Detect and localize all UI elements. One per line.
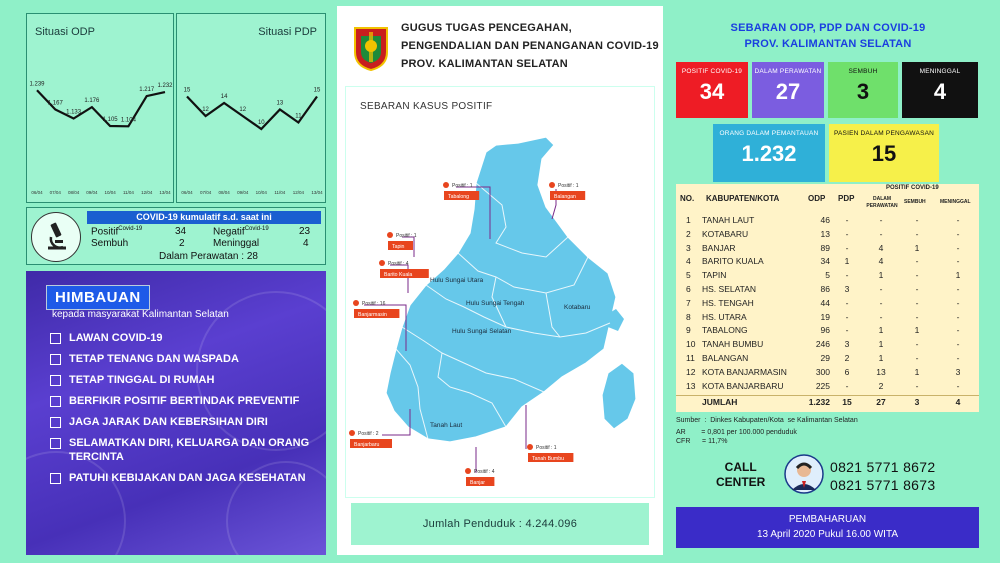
table-cell: - <box>879 215 883 225</box>
data-label: 13 <box>276 100 284 107</box>
table-cell: 5 <box>825 270 830 281</box>
table-cell: - <box>956 242 960 253</box>
odp-chart-title: Situasi ODP <box>35 26 95 38</box>
himbauan-item-text: TETAP TINGGAL DI RUMAH <box>69 374 215 386</box>
table-cell: - <box>956 311 960 322</box>
table-cell: - <box>845 325 849 336</box>
marker-dot <box>527 444 533 450</box>
stat-value: 27 <box>775 79 801 104</box>
update-label: PEMBAHARUAN <box>788 514 867 525</box>
table-row <box>676 228 979 242</box>
table-row <box>676 324 979 338</box>
table-cell: 1 <box>844 256 850 267</box>
table-cell: 86 <box>820 284 830 294</box>
stat-card <box>752 62 824 118</box>
table-cell: 1 <box>878 325 884 336</box>
total-cell: 15 <box>842 397 852 408</box>
table-row <box>676 366 979 380</box>
himbauan-item <box>50 331 320 345</box>
himbauan-item-text: LAWAN COVID-19 <box>69 332 163 344</box>
pdp-chart <box>176 13 326 203</box>
table-cell: 1 <box>955 270 961 281</box>
table-cell: - <box>915 297 919 308</box>
stat-card <box>829 124 939 182</box>
table-row <box>676 242 979 256</box>
table-cell: 4 <box>878 256 884 267</box>
table-cell: 34 <box>820 256 830 267</box>
meninggal-value: 4 <box>303 238 309 249</box>
checkbox-icon <box>50 333 61 344</box>
table-cell: 3 <box>686 242 691 253</box>
right-title <box>678 20 978 52</box>
table-cell: - <box>915 380 919 391</box>
sumber-line: Sumber : Dinkes Kabupaten/Kota se Kalimantan Selatan <box>676 417 858 424</box>
table-cell: - <box>956 228 960 239</box>
total-cell: 1.232 <box>808 397 830 408</box>
himbauan-list <box>50 331 320 492</box>
map-marker-balangan <box>549 182 585 200</box>
header-no: NO. <box>680 194 695 203</box>
table-cell: - <box>915 215 919 225</box>
marker-dot <box>349 430 355 436</box>
x-tick-label: 06/04 <box>181 190 193 195</box>
phone-1[interactable]: 0821 5771 8672 <box>830 459 936 475</box>
table-cell: 4 <box>686 256 691 267</box>
marker-tag: Positif : 4 <box>388 261 409 267</box>
microscope-icon <box>31 212 81 262</box>
table-cell: 96 <box>820 325 830 336</box>
x-tick-label: 13/04 <box>311 190 323 195</box>
data-label: 1.167 <box>47 100 63 107</box>
data-label: 14 <box>220 94 228 100</box>
x-tick-label: 12/04 <box>141 190 153 195</box>
table-cell: - <box>956 325 960 336</box>
region-label: Hulu Sungai Selatan <box>452 328 512 335</box>
right-title-line-2: PROV. KALIMANTAN SELATAN <box>744 38 912 50</box>
x-tick-label: 13/04 <box>159 190 171 195</box>
himbauan-item <box>50 373 320 387</box>
table-cell: HS. TENGAH <box>702 297 754 308</box>
table-cell: 6 <box>844 366 850 377</box>
table-row <box>676 297 979 311</box>
data-label: 15 <box>183 87 191 94</box>
marker-name: Balangan <box>554 194 576 200</box>
table-cell: TANAH LAUT <box>702 215 755 225</box>
stat-label: SEMBUH <box>848 68 878 75</box>
marker-name: Tapin <box>392 244 405 250</box>
map-marker-tanah-bumbu <box>527 444 573 462</box>
table-cell: 225 <box>815 380 830 391</box>
marker-tag: Positif : 1 <box>396 233 417 239</box>
marker-tag: Positif : 1 <box>452 183 473 189</box>
x-tick-label: 12/04 <box>292 190 305 195</box>
table-row <box>676 255 979 269</box>
table-cell: - <box>845 380 849 391</box>
cumulative-header: COVID-19 kumulatif s.d. saat ini <box>87 211 321 224</box>
marker-dot <box>387 232 393 238</box>
stat-label: MENINGGAL <box>919 68 961 75</box>
himbauan-item-text: TETAP TENANG DAN WASPADA <box>69 353 239 365</box>
marker-name: Barito Kuala <box>384 272 413 278</box>
table-cell: - <box>915 228 919 239</box>
data-label: 1.133 <box>66 109 82 116</box>
total-cell: 3 <box>914 397 920 408</box>
marker-name: Banjarmasin <box>358 312 387 318</box>
table-cell: 2 <box>686 228 691 239</box>
stat-card <box>828 62 898 118</box>
x-tick-label: 07/04 <box>199 190 212 195</box>
data-label: 12 <box>239 107 247 113</box>
himbauan-item <box>50 436 320 464</box>
positif-label: Positif <box>91 226 119 238</box>
marker-dot <box>549 182 555 188</box>
right-title-line-1: SEBARAN ODP, PDP DAN COVID-19 <box>730 22 926 34</box>
center-title-line-2: PENGENDALIAN DAN PENANGANAN COVID-19 <box>401 40 659 52</box>
map-marker-barito-kuala <box>379 260 429 278</box>
region-label: Hulu Sungai Utara <box>430 277 484 284</box>
table-cell: 29 <box>820 353 830 363</box>
data-label: 1.217 <box>139 87 155 94</box>
himbauan-item-text: BERFIKIR POSITIF BERTINDAK PREVENTIF <box>69 395 300 407</box>
table-cell: 89 <box>820 242 830 253</box>
total-cell: 27 <box>876 397 886 408</box>
himbauan-item-text: PATUHI KEBIJAKAN DAN JAGA KESEHATAN <box>69 472 306 484</box>
marker-tag: Positif : 16 <box>362 301 386 307</box>
table-cell: 1 <box>878 270 884 281</box>
stat-value: 15 <box>871 141 897 166</box>
himbauan-item <box>50 415 320 429</box>
table-cell: - <box>879 284 883 294</box>
data-label: 1.239 <box>29 81 45 88</box>
source-notes <box>676 416 858 446</box>
marker-tag: Positif : 1 <box>536 445 557 451</box>
map-landmass <box>386 137 616 442</box>
x-tick-label: 09/04 <box>86 190 98 195</box>
table-cell: 7 <box>686 297 691 308</box>
table-cell: 1 <box>878 353 884 363</box>
map-marker-tapin <box>387 232 417 250</box>
data-label: 10 <box>257 120 265 126</box>
pdp-line-chart <box>177 14 327 204</box>
table-cell: - <box>845 215 849 225</box>
table-cell: - <box>956 256 960 267</box>
table-cell: - <box>956 284 960 294</box>
jumlah-penduduk: Jumlah Penduduk : 4.244.096 <box>351 503 649 545</box>
table-cell: 1 <box>914 242 920 253</box>
table-cell: 1 <box>878 339 884 350</box>
table-cell: - <box>845 311 849 322</box>
himbauan-panel <box>26 271 326 555</box>
data-label: 1.104 <box>120 117 136 124</box>
stat-card <box>902 62 978 118</box>
table-cell: KOTABARU <box>702 228 749 239</box>
center-title-line-1: GUGUS TUGAS PENCEGAHAN, <box>401 22 572 34</box>
checkbox-icon <box>50 375 61 386</box>
stat-value: 3 <box>856 79 870 104</box>
data-label: 1.232 <box>157 83 173 90</box>
table-total-row <box>676 395 979 409</box>
table-cell: 300 <box>815 366 830 377</box>
stat-label: DALAM PERAWATAN <box>754 68 822 75</box>
map-marker-tabalong <box>443 182 479 200</box>
sembuh-label: Sembuh <box>91 238 129 249</box>
stat-card <box>713 124 825 182</box>
stat-label: PASIEN DALAM PENGAWASAN <box>833 130 935 137</box>
perawatan-text: Dalam Perawatan : 28 <box>159 251 258 262</box>
stat-value: 4 <box>933 79 947 104</box>
himbauan-title: HIMBAUAN <box>46 285 150 310</box>
table-cell: HS. UTARA <box>702 311 747 322</box>
map-frame <box>345 86 655 498</box>
x-tick-label: 10/04 <box>255 190 267 195</box>
table-cell: - <box>956 380 960 391</box>
table-cell: 2 <box>878 380 884 391</box>
cfr-line: CFR = 11,7% <box>676 438 728 445</box>
himbauan-subtitle: kepada masyarakat Kalimantan Selatan <box>52 309 229 320</box>
table-cell: - <box>956 215 960 225</box>
marker-tag: Positif : 2 <box>358 431 379 437</box>
table-cell: 4 <box>878 242 884 253</box>
table-cell: - <box>956 353 960 363</box>
table-cell: - <box>915 270 919 281</box>
odp-chart <box>26 13 174 203</box>
table-cell: - <box>845 297 849 308</box>
negatif-value: 23 <box>299 226 311 237</box>
phone-2[interactable]: 0821 5771 8673 <box>830 477 936 493</box>
table-cell: BALANGAN <box>702 353 749 363</box>
region-label: Kotabaru <box>564 304 591 311</box>
center-panel <box>337 6 663 555</box>
table-cell: 5 <box>686 270 691 281</box>
table-cell: TAPIN <box>702 270 727 281</box>
series-line <box>37 90 165 126</box>
marker-tag: Positif : 1 <box>558 183 579 189</box>
table-row <box>676 214 979 228</box>
header-positif-group: POSITIF COVID-19 <box>886 185 939 191</box>
table-row <box>676 338 979 352</box>
table-cell: 9 <box>686 325 691 336</box>
marker-tag: Positif : 4 <box>474 469 495 475</box>
table-row <box>676 269 979 283</box>
region-label: Tanah Laut <box>430 422 463 429</box>
data-label: 1.176 <box>84 98 100 105</box>
x-tick-label: 11/04 <box>274 190 286 195</box>
table-cell: 19 <box>820 311 830 322</box>
table-cell: - <box>879 297 883 308</box>
checkbox-icon <box>50 438 61 449</box>
update-time: 13 April 2020 Pukul 16.00 WITA <box>756 529 898 540</box>
call-center <box>676 450 979 502</box>
table-cell: - <box>956 297 960 308</box>
call-label-1: CALL <box>724 460 757 474</box>
himbauan-item <box>50 394 320 408</box>
marker-dot <box>465 468 471 474</box>
negatif-sup: Covid-19 <box>244 226 269 232</box>
table-cell: 3 <box>955 366 961 377</box>
map-marker-banjarmasin <box>353 300 399 318</box>
data-label: 12 <box>202 107 209 113</box>
map-marker-banjar <box>465 468 495 486</box>
table-row <box>676 352 979 366</box>
pdp-chart-title: Situasi PDP <box>258 26 317 38</box>
himbauan-item <box>50 471 320 485</box>
data-label: 11 <box>295 113 302 120</box>
odp-line-chart <box>27 14 175 204</box>
ar-line: AR = 0,801 per 100.000 penduduk <box>676 429 797 436</box>
call-label-2: CENTER <box>716 475 766 489</box>
marker-dot <box>353 300 359 306</box>
marker-name: Banjarbaru <box>354 442 380 448</box>
himbauan-item-text: SELAMATKAN DIRI, KELUARGA DAN ORANG TERCINTA <box>69 437 310 463</box>
table-cell: 8 <box>686 311 691 322</box>
table-cell: 2 <box>844 353 850 363</box>
stat-value: 1.232 <box>741 141 797 166</box>
checkbox-icon <box>50 417 61 428</box>
negatif-label: Negatif <box>213 226 245 238</box>
table-cell: - <box>915 284 919 294</box>
table-cell: - <box>956 339 960 350</box>
operator-avatar-icon <box>784 454 824 494</box>
covid-cumulative-panel <box>26 207 326 265</box>
stat-value: 34 <box>699 79 725 104</box>
stat-label: ORANG DALAM PEMANTAUAN <box>719 130 819 137</box>
marker-name: Tanah Bumbu <box>532 456 565 462</box>
data-label: 15 <box>313 87 321 94</box>
table-header <box>676 184 979 214</box>
positif-sup: Covid-19 <box>118 226 143 232</box>
x-tick-label: 08/04 <box>218 190 230 195</box>
table-cell: - <box>845 270 849 281</box>
marker-dot <box>443 182 449 188</box>
table-cell: - <box>915 353 919 363</box>
x-tick-label: 08/04 <box>67 190 80 195</box>
center-title-line-3: PROV. KALIMANTAN SELATAN <box>401 58 568 70</box>
table-cell: TANAH BUMBU <box>702 339 764 350</box>
x-tick-label: 10/04 <box>104 190 116 195</box>
map-marker-banjarbaru <box>349 430 392 448</box>
table-cell: TABALONG <box>702 325 748 336</box>
table-cell: 3 <box>844 339 850 350</box>
header-sembuh: SEMBUH <box>904 199 926 205</box>
table-cell: - <box>915 339 919 350</box>
header-pdp: PDP <box>838 194 855 203</box>
header-meninggal: MENINGGAL <box>940 199 971 205</box>
province-logo <box>351 24 391 72</box>
table-cell: 1 <box>914 366 920 377</box>
table-cell: 3 <box>844 284 850 294</box>
map-title: SEBARAN KASUS POSITIF <box>360 101 493 112</box>
table-cell: 1 <box>686 215 691 225</box>
table-cell: KOTA BANJARBARU <box>702 380 784 391</box>
x-tick-label: 06/04 <box>31 190 43 195</box>
table-cell: - <box>879 311 883 322</box>
stat-card <box>676 62 748 118</box>
regency-table <box>676 184 979 412</box>
table-cell: 44 <box>820 297 830 308</box>
table-cell: 10 <box>686 339 696 350</box>
sembuh-value: 2 <box>179 238 185 249</box>
marker-name: Tabalong <box>448 194 470 200</box>
checkbox-icon <box>50 396 61 407</box>
himbauan-item <box>50 352 320 366</box>
table-cell: 13 <box>876 366 886 377</box>
table-cell: - <box>915 256 919 267</box>
himbauan-item-text: JAGA JARAK DAN KEBERSIHAN DIRI <box>69 416 268 428</box>
table-cell: HS. SELATAN <box>702 284 757 294</box>
checkbox-icon <box>50 473 61 484</box>
table-cell: BARITO KUALA <box>702 256 764 267</box>
data-label: 1.105 <box>102 117 118 123</box>
stat-label: POSITIF COVID-19 <box>681 68 743 75</box>
table-cell: 13 <box>686 380 696 391</box>
positif-value: 34 <box>175 226 187 237</box>
table-cell: 1 <box>914 325 920 336</box>
header-kab: KABUPATEN/KOTA <box>706 194 780 203</box>
table-cell: 46 <box>820 215 830 225</box>
table-row <box>676 283 979 297</box>
table-cell: KOTA BANJARMASIN <box>702 366 787 377</box>
table-cell: 6 <box>686 284 691 294</box>
region-label: Hulu Sungai Tengah <box>466 300 525 307</box>
total-cell: JUMLAH <box>702 397 738 408</box>
checkbox-icon <box>50 354 61 365</box>
table-cell: BANJAR <box>702 242 736 253</box>
total-cell: 4 <box>955 397 961 408</box>
table-cell: - <box>915 311 919 322</box>
table-cell: 246 <box>815 339 830 350</box>
update-box <box>676 507 979 548</box>
province-map <box>346 87 656 499</box>
map-island-pulau-laut <box>602 363 636 429</box>
header-dalam-perawatan: DALAM PERAWATAN <box>866 196 898 209</box>
table-cell: - <box>879 228 883 239</box>
table-cell: 13 <box>820 228 830 239</box>
header-odp: ODP <box>808 194 826 203</box>
table-cell: 11 <box>686 353 695 363</box>
meninggal-label: Meninggal <box>213 238 260 249</box>
marker-name: Banjar <box>470 480 485 486</box>
table-cell: - <box>845 228 849 239</box>
table-cell: 12 <box>686 366 696 377</box>
x-tick-label: 11/04 <box>122 190 134 195</box>
x-tick-label: 07/04 <box>49 190 61 195</box>
x-tick-label: 09/04 <box>237 190 249 195</box>
table-row <box>676 380 979 394</box>
table-cell: - <box>845 242 849 253</box>
marker-dot <box>379 260 385 266</box>
table-row <box>676 311 979 325</box>
